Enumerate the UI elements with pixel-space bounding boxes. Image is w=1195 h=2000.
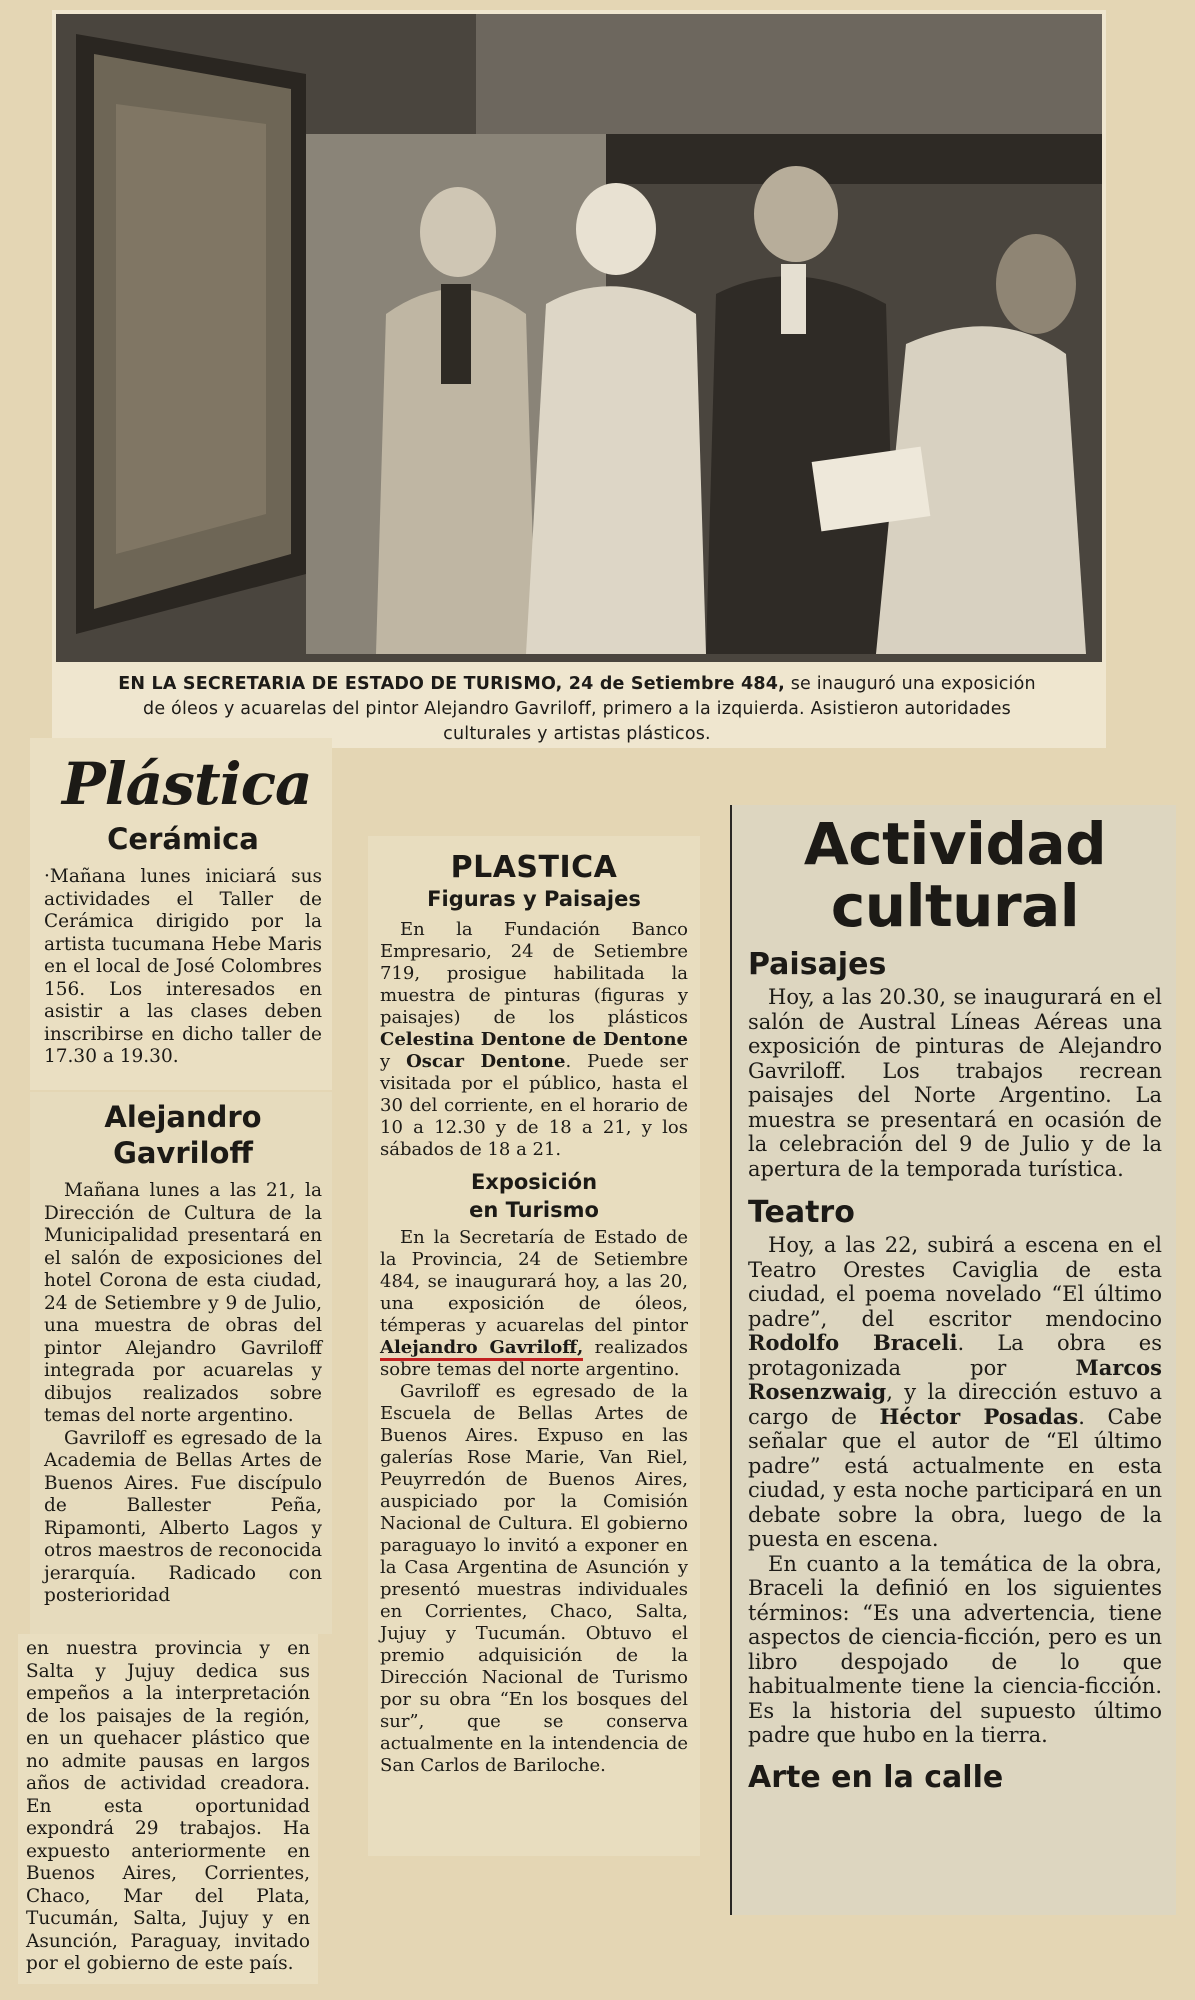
gavriloff-heading-2: Gavriloff [113, 1136, 253, 1170]
paisajes-paragraph [748, 985, 1162, 1181]
gavriloff-clipping [30, 1092, 332, 1634]
teatro-name-2: Marcos Rosenzwaig [748, 1354, 1162, 1404]
exposicion-paragraph [380, 1227, 688, 1381]
teatro-text-c: , y la dirección estuvo a cargo de [748, 1380, 1162, 1429]
exposicion-text-a: En la Secretaría de Estado de la Provincia, 24 de Setiembre 484, se inaugurará hoy, a las 20, una exposición de óleos, témperas y acuarelas del pintor [380, 1227, 688, 1336]
photo-caption [107, 672, 1047, 747]
ceramica-heading: Cerámica [107, 822, 259, 856]
figuras-paragraph [380, 919, 688, 1161]
figuras-text-a: En la Fundación Banco Empresario, 24 de Setiembre 719, prosigue habilitada la muestra de pinturas (figuras y paisajes) de los plásticos [380, 919, 688, 1028]
figuras-text-b: . Puede ser visitada por el público, hasta el 30 del corriente, en el horario de 10 a 12.30 y de 18 a 21, y los sábados de 18 a 21. [380, 1051, 688, 1160]
actividad-title-2: cultural [830, 872, 1080, 940]
caption-rest: se inauguró una exposición de óleos y acuarelas del pintor Alejandro Gavriloff, primero a la izquierda. Asistieron autoridades culturales y artistas plásticos. [143, 674, 1036, 744]
teatro-text-a: Hoy, a las 22, subirá a escena en el Teatro Orestes Caviglia de esta ciudad, el poema novelado “El último padre”, del escritor mendocino [748, 1233, 1162, 1331]
photo-clipping [52, 10, 1106, 748]
exposicion-name: Alejandro Gavriloff, [380, 1337, 583, 1361]
caption-lead: EN LA SECRETARIA DE ESTADO DE TURISMO, 24 de Setiembre 484, [118, 674, 785, 694]
actividad-title-1: Actividad [803, 810, 1107, 878]
paisajes-text-b: . Los trabajos recrean paisajes del Norte Argentino. La muestra se presentará en ocasión de la celebración del 9 de Julio y de la apertura de la temporada turística. [748, 1058, 1162, 1181]
gavriloff-heading-1: Alejandro [104, 1100, 262, 1134]
paisajes-heading: Paisajes [748, 947, 887, 982]
teatro-text-b: . La obra es protagonizada por [748, 1331, 1162, 1380]
exposicion-paragraph-2: Gavriloff es egresado de la Escuela de Bellas Artes de Buenos Aires. Expuso en las galerías Rose Marie, Van Riel, Peuyrredón de Buenos Aires, auspiciado por la Comisión Nacional de Cultura. El gobierno paraguayo lo invitó a exponer en la Casa Argentina de Asunción y presentó muestras individuales en Corrientes, Chaco, Salta, Jujuy y Tucumán. Obtuvo el premio adquisición de la Dirección Nacional de Turismo por su obra “En los bosques del sur”, que se conserva actualmente en la intendencia de San Carlos de Bariloche. [380, 1381, 688, 1776]
arte-heading: Arte en la calle [748, 1759, 1004, 1795]
exposicion-heading-1: Exposición [470, 1170, 598, 1194]
middle-heading: PLASTICA [450, 850, 618, 885]
paisajes-name: Alejandro Gavriloff [748, 1034, 1162, 1083]
gavriloff-paragraph-3: en nuestra provincia y en Salta y Jujuy dedica sus empeños a la interpretación de los paisajes de la región, en un quehacer plástico que no admite pausas en largos años de actividad creadora. En esta oportunidad expondrá 29 trabajos. Ha expuesto anteriormente en Buenos Aires, Corrientes, Chaco, Mar del Plata, Tucumán, Salta, Jujuy y en Asunción, Paraguay, invitado por el gobierno de este país. [26, 1638, 310, 1974]
actividad-cultural-clipping [730, 805, 1176, 1915]
gavriloff-paragraph-1: Mañana lunes a las 21, la Dirección de Cultura de la Municipalidad presentará en el salón de exposiciones del hotel Corona de esta ciudad, 24 de Setiembre y 9 de Julio, una muestra de obras del pintor Alejandro Gavriloff integrada por acuarelas y dibujos realizados sobre temas del norte argentino. [44, 1180, 322, 1426]
figuras-name-1: Celestina Dentone de Dentone [380, 1029, 688, 1050]
exposicion-text-b: realizados sobre temas del norte argentino. [380, 1337, 688, 1380]
plastica-title: Plástica [62, 750, 312, 818]
teatro-name-1: Rodolfo Braceli [748, 1330, 958, 1355]
figuras-name-2: Oscar Dentone [406, 1051, 566, 1072]
teatro-paragraph-1 [748, 1233, 1162, 1552]
figuras-heading: Figuras y Paisajes [427, 887, 641, 911]
news-photo [56, 14, 1102, 662]
ceramica-text: ·Mañana lunes iniciará sus actividades el Taller de Cerámica dirigido por la artista tucumana Hebe Maris en el local de José Colombres 156. Los interesados en asistir a las clases deben inscribirse en dicho taller de 17.30 a 19.30. [44, 866, 322, 1067]
figuras-text-y: y [380, 1051, 407, 1072]
exposicion-heading-2: en Turismo [469, 1198, 599, 1222]
teatro-heading: Teatro [748, 1195, 855, 1230]
teatro-text-d: . Cabe señalar que el autor de “El último padre” está actualmente en esta ciudad, y esta noche participará en un debate sobre la obra, luego de la puesta en escena. [748, 1404, 1162, 1551]
plastica-middle-clipping [368, 836, 700, 1856]
teatro-name-3: Héctor Posadas [879, 1403, 1079, 1429]
teatro-paragraph-2: En cuanto a la temática de la obra, Braceli la definió en los siguientes términos: “Es una advertencia, tiene aspectos de ciencia-ficción, pero es un libro despojado de lo que habitualmente tiene la ciencia-ficción. Es la historia del supuesto último padre que hubo en la tierra. [748, 1551, 1162, 1747]
gavriloff-continuation [18, 1634, 318, 1984]
paisajes-text-a: Hoy, a las 20.30, se inaugurará en el salón de Austral Líneas Aéreas una exposición de pinturas de [748, 985, 1162, 1058]
photo-illustration [56, 14, 1102, 662]
plastica-clipping [30, 738, 332, 1090]
gavriloff-paragraph-2: Gavriloff es egresado de la Academia de Bellas Artes de Buenos Aires. Fue discípulo de Ballester Peña, Ripamonti, Alberto Lagos y otros maestros de reconocida jerarquía. Radicado con posterioridad [44, 1427, 322, 1606]
